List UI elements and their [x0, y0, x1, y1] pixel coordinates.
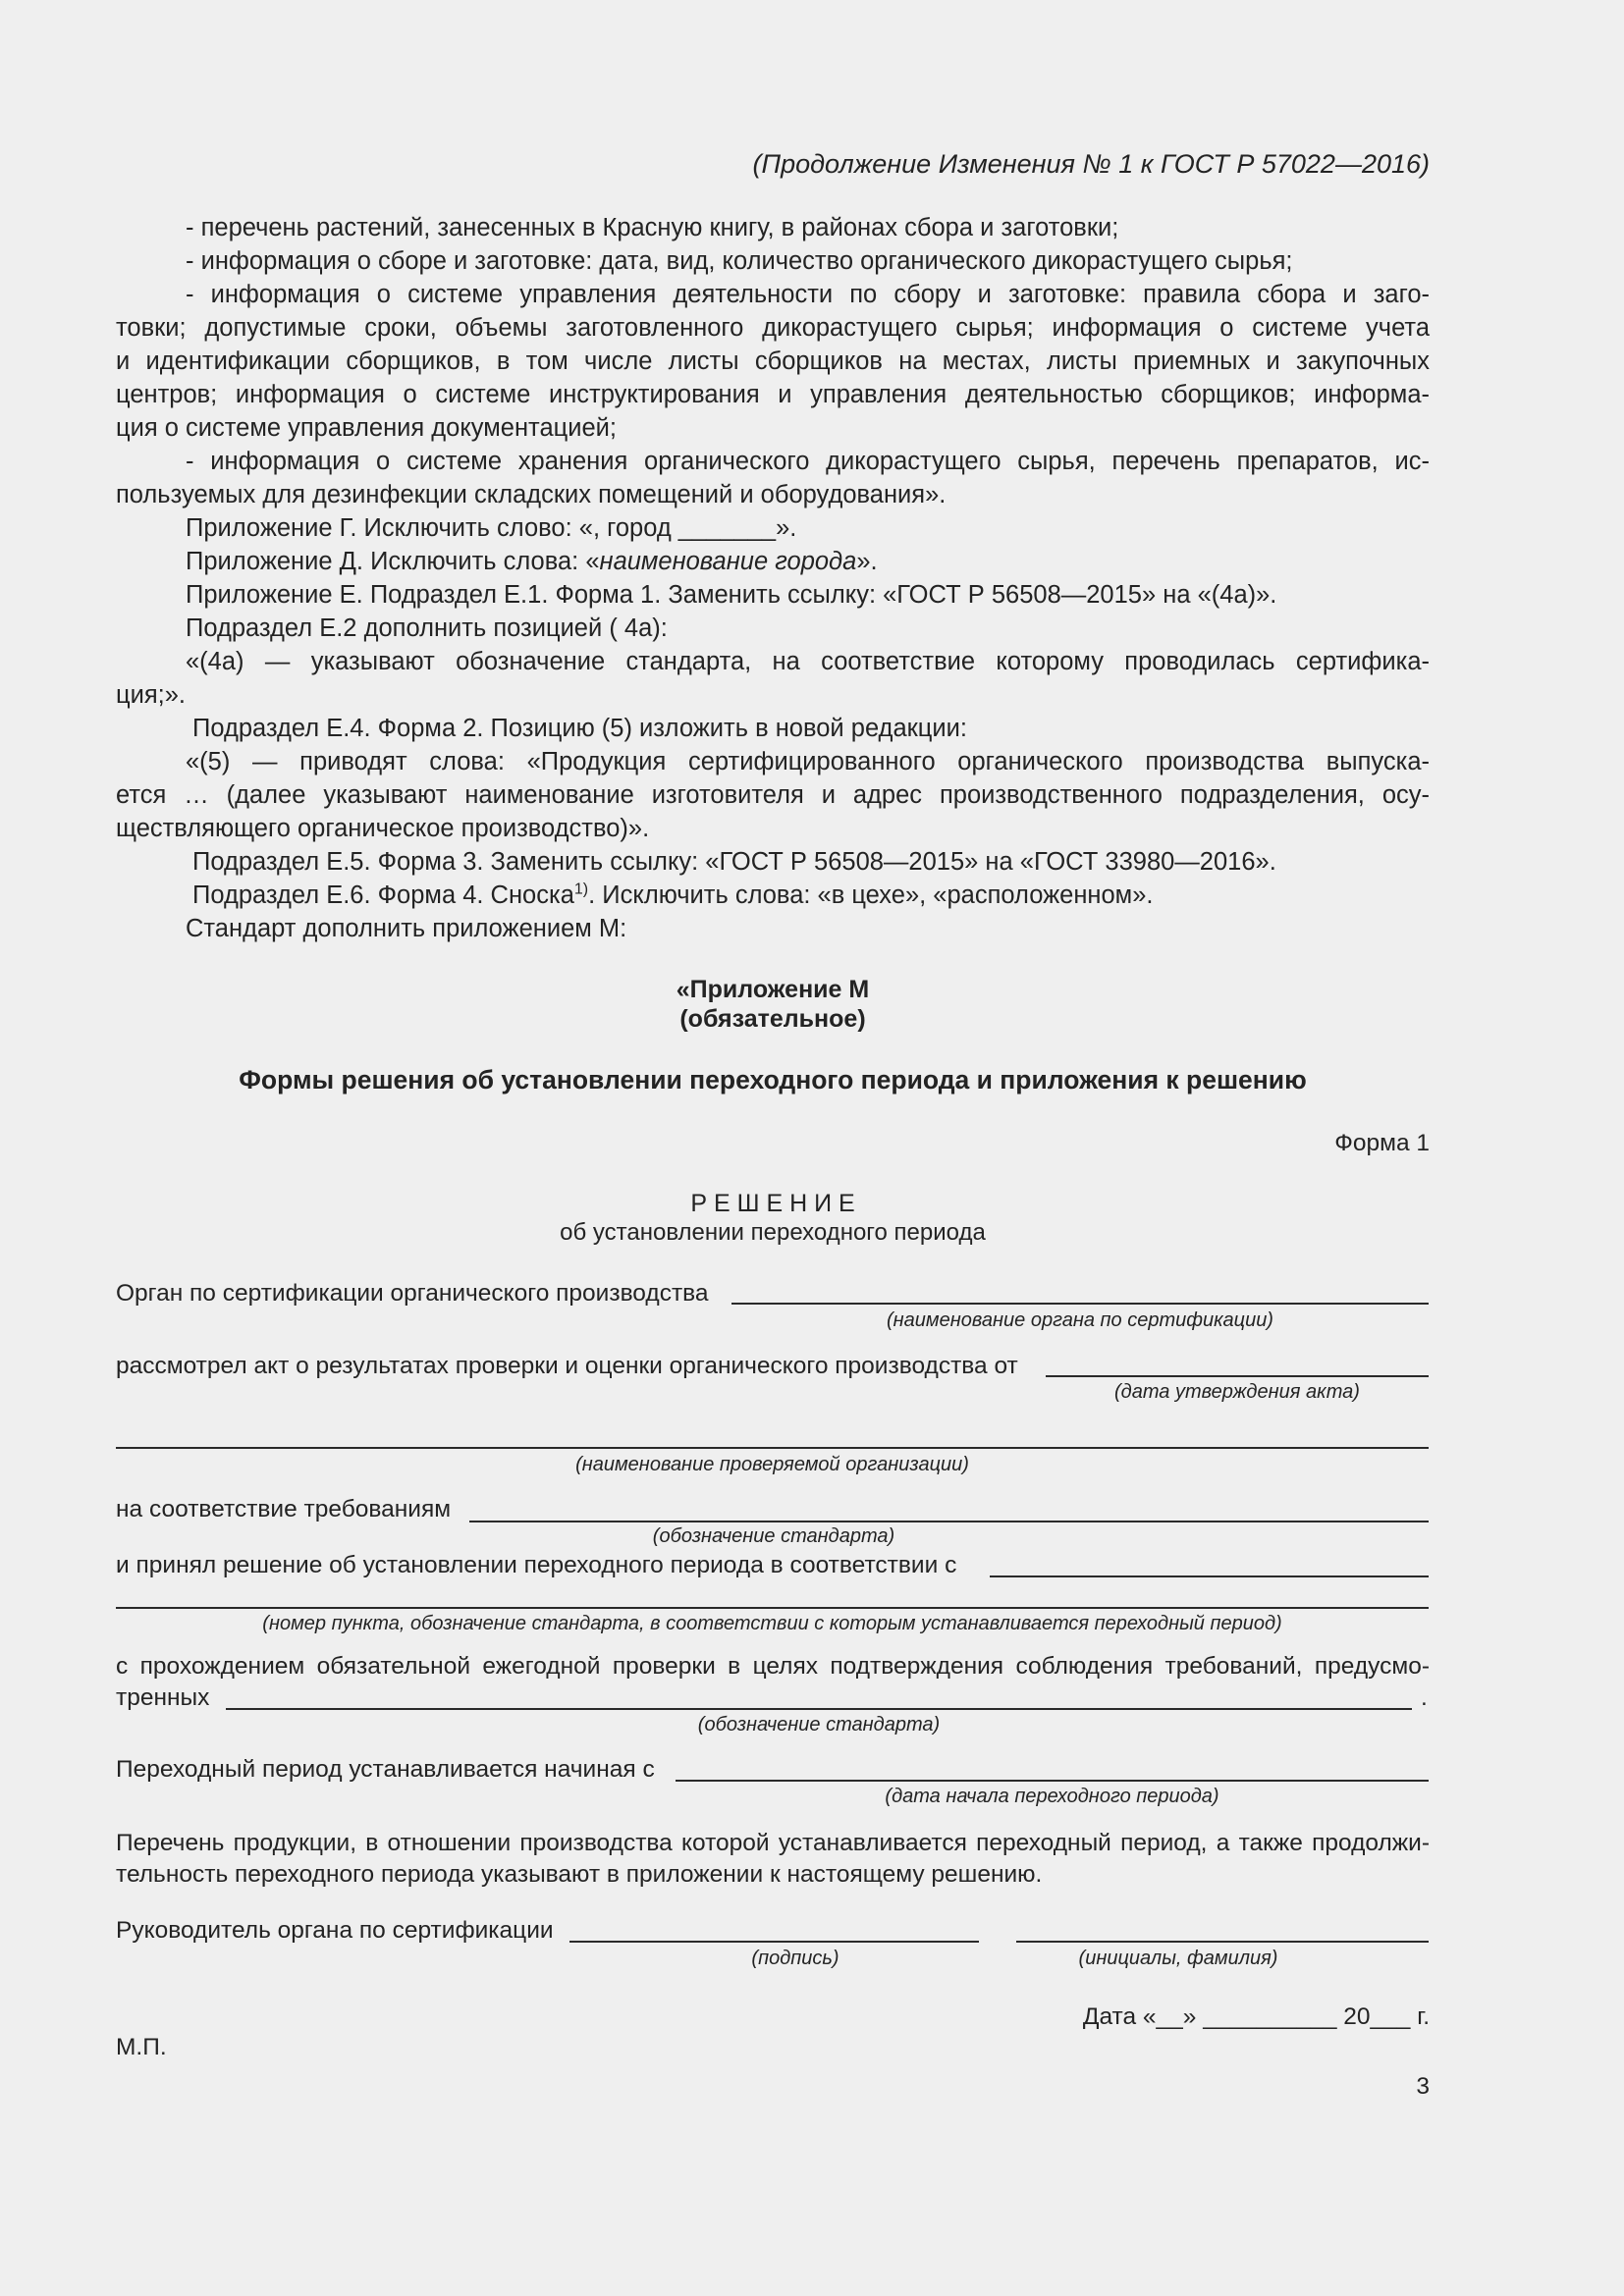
- form-text: Руководитель органа по сертификации: [116, 1917, 554, 1944]
- field-caption: (обозначение стандарта): [697, 1714, 941, 1735]
- fill-line: [731, 1303, 1429, 1305]
- text-span: . Исключить слова: «в цехе», «расположенном».: [588, 881, 1154, 909]
- form-text: на соответствие требованиям: [116, 1496, 452, 1522]
- stamp-mark: М.П.: [116, 2034, 167, 2060]
- body-line: Приложение Г. Исключить слово: «, город _______».: [186, 514, 797, 542]
- form-text: Перечень продукции, в отношении производства которой устанавливается переходный период, а также продолжи-: [116, 1830, 1430, 1856]
- form-text: тренных: [116, 1684, 210, 1711]
- body-line: «(4а) — указывают обозначение стандарта, на соответствие которому проводилась сертифика-: [186, 648, 1430, 675]
- form-text: тельность переходного периода указывают в приложении к настоящему решению.: [116, 1861, 1043, 1888]
- fill-line: [116, 1447, 1429, 1449]
- form-text: и принял решение об установлении переходного периода в соответствии с: [116, 1552, 957, 1578]
- appendix-status: (обязательное): [679, 1005, 866, 1033]
- text-span: Приложение Д. Исключить слова: «: [186, 548, 600, 575]
- field-caption: (дата начала переходного периода): [885, 1786, 1219, 1807]
- form-text: Орган по сертификации органического производства: [116, 1280, 709, 1307]
- signature-line: [569, 1941, 979, 1943]
- body-line: ция;».: [116, 681, 187, 709]
- appendix-heading: Формы решения об установлении переходного периода и приложения к решению: [239, 1065, 1307, 1095]
- form-subtitle: об установлении переходного периода: [560, 1219, 986, 1246]
- field-caption: (подпись): [751, 1948, 839, 1969]
- fill-line: [1046, 1375, 1429, 1377]
- fill-line: [990, 1575, 1429, 1577]
- body-line: ется … (далее указывают наименование изготовителя и адрес производственного подразделения, осу-: [116, 781, 1430, 809]
- form-text: с прохождением обязательной ежегодной проверки в целях подтверждения соблюдения требований, предусмо-: [116, 1653, 1430, 1680]
- body-line: Подраздел Е.2 дополнить позицией ( 4а):: [186, 614, 668, 642]
- body-line: - информация о системе хранения органического дикорастущего сырья, перечень препаратов, ис-: [186, 448, 1430, 475]
- field-caption: (обозначение стандарта): [652, 1525, 895, 1547]
- body-line: ществляющего органическое производство)».: [116, 815, 650, 842]
- body-line: [186, 545, 1430, 578]
- italic-span: наименование города: [599, 548, 857, 575]
- body-line: Подраздел Е.4. Форма 2. Позицию (5) изложить в новой редакции:: [192, 715, 967, 742]
- field-caption: (наименование проверяемой организации): [575, 1454, 969, 1475]
- field-caption: (наименование органа по сертификации): [887, 1309, 1273, 1331]
- form-label: Форма 1: [1334, 1130, 1430, 1156]
- body-line: «(5) — приводят слова: «Продукция сертифицированного органического производства выпуска-: [186, 748, 1430, 775]
- form-text: Переходный период устанавливается начиная с: [116, 1756, 655, 1783]
- text-span: Подраздел Е.6. Форма 4. Сноска: [192, 881, 574, 909]
- name-line: [1016, 1941, 1429, 1943]
- fill-line: [226, 1708, 1412, 1710]
- body-line: пользуемых для дезинфекции складских помещений и оборудования».: [116, 481, 947, 508]
- fill-line: [469, 1521, 1429, 1522]
- body-line: Подраздел Е.5. Форма 3. Заменить ссылку: «ГОСТ Р 56508—2015» на «ГОСТ 33980—2016».: [192, 848, 1276, 876]
- body-line: и идентификации сборщиков, в том числе листы сборщиков на местах, листы приемных и закупочных: [116, 347, 1430, 375]
- body-line: товки; допустимые сроки, объемы заготовленного дикорастущего сырья; информация о системе учета: [116, 314, 1430, 342]
- continuation-header: (Продолжение Изменения № 1 к ГОСТ Р 57022—2016): [752, 149, 1430, 179]
- appendix-title: «Приложение М: [676, 976, 870, 1003]
- form-text: рассмотрел акт о результатах проверки и оценки органического производства от: [116, 1353, 1018, 1379]
- body-line: Стандарт дополнить приложением М:: [186, 915, 627, 942]
- fill-line: [116, 1607, 1429, 1609]
- date-field: Дата «__» __________ 20___ г.: [1082, 2003, 1430, 2030]
- field-caption: (инициалы, фамилия): [1078, 1948, 1278, 1969]
- footnote-mark: 1): [573, 881, 589, 898]
- body-line: [192, 879, 1430, 912]
- body-line: центров; информация о системе инструктирования и управления деятельностью сборщиков; информа-: [116, 381, 1430, 408]
- fill-line: [676, 1780, 1429, 1782]
- page-number: 3: [1416, 2073, 1430, 2100]
- body-line: - информация о системе управления деятельности по сбору и заготовке: правила сбора и заго-: [186, 281, 1430, 308]
- body-line: - информация о сборе и заготовке: дата, вид, количество органического дикорастущего сырья;: [186, 247, 1293, 275]
- field-caption: (номер пункта, обозначение стандарта, в соответствии с которым устанавливается переходный период): [262, 1613, 1282, 1634]
- text-span: ».: [856, 548, 878, 575]
- body-line: ция о системе управления документацией;: [116, 414, 617, 442]
- form-title: Р Е Ш Е Н И Е: [690, 1190, 855, 1217]
- field-caption: (дата утверждения акта): [1114, 1381, 1360, 1403]
- form-text: .: [1421, 1684, 1428, 1711]
- body-line: Приложение Е. Подраздел Е.1. Форма 1. Заменить ссылку: «ГОСТ Р 56508—2015» на «(4а)».: [186, 581, 1277, 609]
- body-line: - перечень растений, занесенных в Красную книгу, в районах сбора и заготовки;: [186, 214, 1119, 241]
